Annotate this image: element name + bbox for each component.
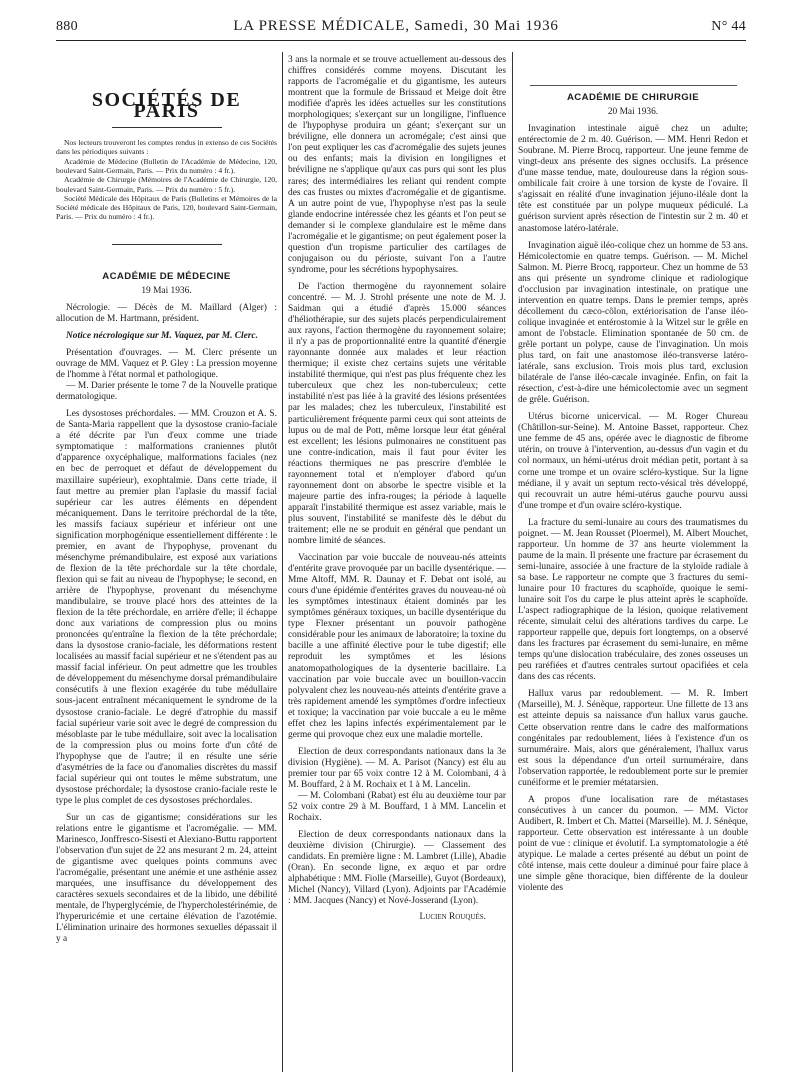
section-rule xyxy=(530,85,737,86)
section-title: SOCIÉTÉS DE PARIS xyxy=(91,89,242,123)
page-number: 880 xyxy=(56,19,78,34)
session-date: 20 Mai 1936. xyxy=(607,107,659,118)
column-3 xyxy=(518,55,748,1070)
paragraph: De l'action thermogène du rayonnement solaire concentré. — M. J. Strohl présente une note de M. J. Saidman qui a étudié d'après 15.000 séances d'héliothérapie, sur des sujets placés perpendiculairement aux rayons, l'action thermogène du rayonnement solaire; il n'y a pas de proportionnalité entre la quantité d'énergie rayonnante donnée aux malades et leur réaction thermique; il existe chez certains sujets une véritable instabilité thermique, qui n'est pas plus fréquente chez les tuberculeux que chez les non-tuberculeux; cette instabilité n'est pas liée à la gravité des lésions présentées par les malades; chez les tuberculeux, l'instabilité est particulièrement fréquente parmi ceux qui sont atteints de lupus ou de mal de Pott, même lorsque leur état général est excellent; les lésions pulmonaires ne constituent pas une contre-indication, mais il faut pour éviter les réactions thermiques ne pas prescrire d'emblée le rayonnement total et n'employer d'abord qu'un rayonnement dont on absorbe le spectre visible et la majeure partie des infra-rouges; la période à laquelle apparaît l'instabilité thermique est assez variable, mais le plus souvent, l'instabilité se manifeste dès le début du traitement; elle ne se produit en général que pendant un nombre limité de séances. xyxy=(288,281,506,547)
paragraph: Election de deux correspondants nationaux dans la 3e division (Hygiène). — M. A. Parisot (Nancy) est élu au premier tour par 65 voix contre 12 à M. Colombani, 4 à M. Bouffard, 2 à M. Rochaix et 1 à M. Lancelin. xyxy=(288,746,506,790)
paragraph: Invagination intestinale aiguë chez un adulte; entérectomie de 2 m. 40. Guérison. — MM. Henri Redon et Soubrane. M. Pierre Brocq, rapporteur. Une jeune femme de vingt-deux ans présente des signes occlusifs. La présence d'une masse tendue, mate, douloureuse dans la région sous-ombilicale fait croire à une torsion de kyste de l'ovaire. Il s'agissait en réalité d'une invagination jéjuno-iléale dont la tête est constituée par un polype muqueux pédiculé. La guérison survient après résection de l'intestin sur 2 m. 40 et anastomose latéro-latérale. xyxy=(518,124,748,234)
paragraph: Utérus bicorne unicervical. — M. Roger Chureau (Châtillon-sur-Seine). M. Antoine Basset, rapporteur. Chez une femme de 45 ans, opérée avec le diagnostic de fibrome utérin, on trouve à l'intervention, au-dessus d'un vagin et du col normaux, un hémi-utérus droit médian petit, portant à sa corne une trompe et un ovaire scléro-kystique. Sur la ligne médiane, il y avait un septum recto-vésical très développé, qui recouvrait un autre hémi-utérus gauche pourvu aussi d'une trompe et d'un ovaire scléro-kystique. xyxy=(518,412,748,511)
periodicals-notice xyxy=(56,138,277,222)
notice-item: Société Médicale des Hôpitaux de Paris (Bulletins et Mémoires de la Société médicale des Hôpitaux de Paris, 120, boulevard Saint-Germain, Paris. — Prix du numéro : 4 fr.). xyxy=(56,193,277,222)
paragraph: Les dysostoses préchordales. — MM. Crouzon et A. S. de Santa-Maria rappellent que la dysostose cranio-faciale a été décrite par l'un d'eux comme une triade symptomatique : malformations craniennes plutôt d'apparence oxycéphalique, malformations faciales (nez en bec de perroquet et défaut de développement du maxillaire supérieur), exophtalmie. Dans cette triade, il faut mettre au premier plan l'aplasie du massif facial supérieur car les autres éléments en dépendent mécaniquement. Dans le territoire préchordal de la tête, les massifs faciaux supérieur et inférieur ont une signification morphogénique essentiellement différente : le premier, en avant de l'hypophyse, provenant du mésenchyme prémandibulaire, est exposé aux variations de flexion de la tête préchordale sur la tête chordale, flexion qui se fait au niveau de l'hypophyse; le second, en arrière de l'hypophyse, provenant du mésenchyme mandibulaire, se trouve placé hors des atteintes de la flexion de la tête préchordale, en arrière d'elle; il échappe donc aux variations de compression plus ou moins prononcées qu'entraîne la flexion de la tête préchordale; dans la dysostose cranio-faciale, les déformations restent localisées au massif facial supérieur et ne s'étendent pas au massif facial inférieur. On peut admettre que les troubles de développement du mésenchyme dorsal prémandibulaire consécutifs à une flexion exagérée du tube médullaire sous-jacent entraînent mécaniquement le syndrome de la dysostose cranio-faciale. Le degré d'atrophie du massif facial supérieur varie soit avec le degré de compression du mésoblaste par le tube médullaire, soit avec la localisation de la compression plus ou moins forte d'un côté de l'hypophyse que de l'autre; il en résulte une série d'asymétries de la face ou d'anomalies discrètes du massif facial supérieur qui ont toutes le même substratum, une dysostose préchordale; la dysostose cranio-faciale reste le type le plus complet de ces dysostoses préchordales. xyxy=(56,409,277,806)
header-rule xyxy=(56,40,746,41)
paragraph: Election de deux correspondants nationaux dans la deuxième division (Chirurgie). — Classement des candidats. En première ligne : M. Lambret (Lille), Abadie (Oran). En seconde ligne, ex æquo et par ordre alphabétique : MM. Fiolle (Marseille), Guyot (Bordeaux), Michel (Nancy), Villard (Lyon). Adjoints par l'Académie : MM. Jacques (Nancy) et Nové-Josserand (Lyon). xyxy=(288,830,506,907)
paragraph: Invagination aiguë iléo-colique chez un homme de 53 ans. Hémicolectomie en quatre temps. Guérison. — M. Michel Salmon. M. Pierre Brocq, rapporteur. Chez un homme de 53 ans qui présente un syndrome clinique et radiologique d'occlusion par invagination intestinale, on pratique une intervention en quatre temps. Dans le premier temps, après décollement du cæco-côlon, extériorisation de l'anse iléo-colique invaginée et entérostomie à la Witzel sur le grêle en amont de l'obstacle. Elimination spontanée de 50 cm. de grêle portant un polype, cause de l'invagination. Un mois plus tard, on fait une anastomose iléo-transverse latéro-latérale, sans exclusion. Trois mois plus tard, exclusion bilatérale de l'anse iléo-cæcale invaginée. Enfin, on fait la résection, c'est-à-dire une hémicolectomie avec un segment de grêle. Guérison. xyxy=(518,240,748,406)
title-rule xyxy=(112,127,222,128)
column-2 xyxy=(288,55,506,1070)
column-divider xyxy=(512,52,513,1072)
paragraph: Présentation d'ouvrages. — M. Clerc présente un ouvrage de MM. Vaquez et P. Gley : La pression moyenne de l'homme à l'état normal et pathologique. xyxy=(56,348,277,381)
issue-number: N° 44 xyxy=(711,19,746,34)
paragraph: Nécrologie. — Décès de M. Maillard (Alger) : allocution de M. Hartmann, président. xyxy=(56,302,277,324)
journal-title: LA PRESSE MÉDICALE, Samedi, 30 Mai 1936 xyxy=(233,18,559,34)
academy-heading: ACADÉMIE DE MÉDECINE xyxy=(102,270,231,282)
signature: Lucien Rouquès. xyxy=(419,911,486,922)
academy-heading: ACADÉMIE DE CHIRURGIE xyxy=(566,92,700,103)
notice-intro: Nos lecteurs trouveront les comptes rendus in extenso de ces Sociétés dans les périodiques suivants : xyxy=(56,138,277,157)
paragraph: A propos d'une localisation rare de métastases consécutives à un cancer du poumon. — MM. Victor Audibert, R. Imbert et Ch. Mattei (Marseille). M. J. Sénèque, rapporteur. Cette observation est intéressante à un double point de vue : clinique et évolutif. La symptomatologie a été atypique. Le malade a certes présenté au début un point de côté intense, mais cette douleur a diminué pour faire place à une simple gêne thoracique, bien différente de la douleur violente des xyxy=(518,794,748,894)
paragraph: Notice nécrologique sur M. Vaquez, par M. Clerc. xyxy=(66,330,258,341)
paragraph: — M. Colombani (Rabat) est élu au deuxième tour par 52 voix contre 29 à M. Bouffard, 1 à MM. Lancelin et Rochaix. xyxy=(288,791,506,824)
session-date: 19 Mai 1936. xyxy=(141,285,192,296)
paragraph: 3 ans la normale et se trouve actuellement au-dessous des chiffres considérés comme moyens. Discutant les rapports de l'acromégalie et du gigantisme, les auteurs montrent que la formule de Brissaud et Meige doit être modifiée d'après les idées actuelles sur les constitutions morphologiques; s'exerçant sur un longiligne, l'influence de l'hypophyse produira un géant; s'exerçant sur un bréviligne, elle donnera un acromégale; c'est ainsi que l'on peut expliquer les cas d'acromégalie des sujets jeunes ou des enfants; mais la division en longilignes et bréviligne ne s'applique qu'aux cas purs qui sont les plus rares; des intermédiaires les reliant qui rendent compte des cas frustes ou mixtes d'acromégalie et de gigantisme. A un autre point de vue, l'hypophyse n'est pas la seule glande endocrine intéressée chez les géants et l'on peut se demander si le complexe glandulaire est le même dans l'acromégalie et le gigantisme; on peut également poser la question d'un tropisme particulier des cartilages de conjugaison ou du périoste, suivant l'on a l'autre syndrome, pour les sécrétions hypophysaires. xyxy=(288,55,506,275)
section-rule xyxy=(112,244,222,245)
paragraph: La fracture du semi-lunaire au cours des traumatismes du poignet. — M. Jean Rousset (Ploermel), M. Albert Mouchet, rapporteur. Un homme de 37 ans heurte violemment la paume de la main. Il présente une fracture par écrasement du semi-lunaire, associée à une fracture de la styloïde radiale à sa base. Le rapporteur ne compte que 3 fractures du semi-lunaire pour 10 fractures du scaphoïde, quoique le semi-lunaire soit l'os du carpe le plus atteint après le scaphoïde. L'aspect radiographique de la lésion, quoique relativement récente, simulait celui des altérations tardives du carpe. Le rapporteur rappelle que, depuis fort longtemps, on a observé dans les fractures par écrasement du semi-lunaire, en même temps qu'une dislocation trabéculaire, des zones osseuses un peu raréfiées et d'autres centrales surtout opacifiées et cela dans des cas récents. xyxy=(518,517,748,683)
paragraph: Sur un cas de gigantisme; considérations sur les relations entre le gigantisme et l'acromégalie. — MM. Marinesco, Jonffresco-Sisesti et Alexiano-Buttu rapportent l'observation d'un sujet de 22 ans mesurant 2 m. 24, atteint de gigantisme avec quelques points communs avec l'acromégalie, présentant une anémie et une asthénie assez marquées, une insuffisance du développement des caractères sexuels secondaires et de la libido, une débilité mentale, de l'hyperglycémie, de l'hypercholestérinémie, de l'hyperuricémie et une certaine élévation de l'azotémie. L'élimination urinaire des hormones sexuelles dépassait il y a xyxy=(56,812,277,945)
notice-item: Académie de Médecine (Bulletin de l'Académie de Médecine, 120, boulevard Saint-Germain, Paris. — Prix du numéro : 4 fr.). xyxy=(56,156,277,175)
column-divider xyxy=(282,52,283,1072)
column-1 xyxy=(56,55,277,1070)
paragraph: — M. Darier présente le tome 7 de la Nouvelle pratique dermatologique. xyxy=(56,381,277,403)
paragraph: Hallux varus par redoublement. — M. R. Imbert (Marseille), M. J. Sénèque, rapporteur. Une fillette de 13 ans est atteinte depuis sa naissance d'un hallux varus gauche. Cette observation rentre dans le cadre des malformations congénitales par redoublement, liées à l'existence d'un os surnuméraire. Mais, alors que généralement, l'hallux varus est sous la dépendance d'un orteil surnuméraire, dans l'observation rapportée, le redoublement porte sur le premier cunéiforme et le premier métatarsien. xyxy=(518,689,748,788)
notice-item: Académie de Chirurgie (Mémoires de l'Académie de Chirurgie, 120, boulevard Saint-Germain, Paris. — Prix du numéro : 5 fr.). xyxy=(56,175,277,194)
paragraph: Vaccination par voie buccale de nouveau-nés atteints d'entérite grave provoquée par un bacille dysentérique. — Mme Altoff, MM. R. Daunay et F. Debat ont isolé, au cours d'une épidémie d'entérites graves du nouveau-né où les symptômes intestinaux étaient dominés par les symptômes généraux toxiques, un bacille dysentérique du type Flexner présentant un pouvoir pathogène considérable pour les animaux de laboratoire; la toxine du bacille a une affinité élective pour le tube digestif; elle reproduit les symptômes et les lésions anatomopathologiques de la dysenterie bacillaire. La vaccination par voie buccale avec un bouillon-vaccin polyvalent chez les nouveau-nés atteints d'entérite grave a très rapidement amendé les symptômes d'ordre infectieux et toxique; la vaccination par voie buccale a eu le même effet chez les lapins infectés expérimentalement par le germe qui provoque chez eux une maladie mortelle. xyxy=(288,553,506,740)
